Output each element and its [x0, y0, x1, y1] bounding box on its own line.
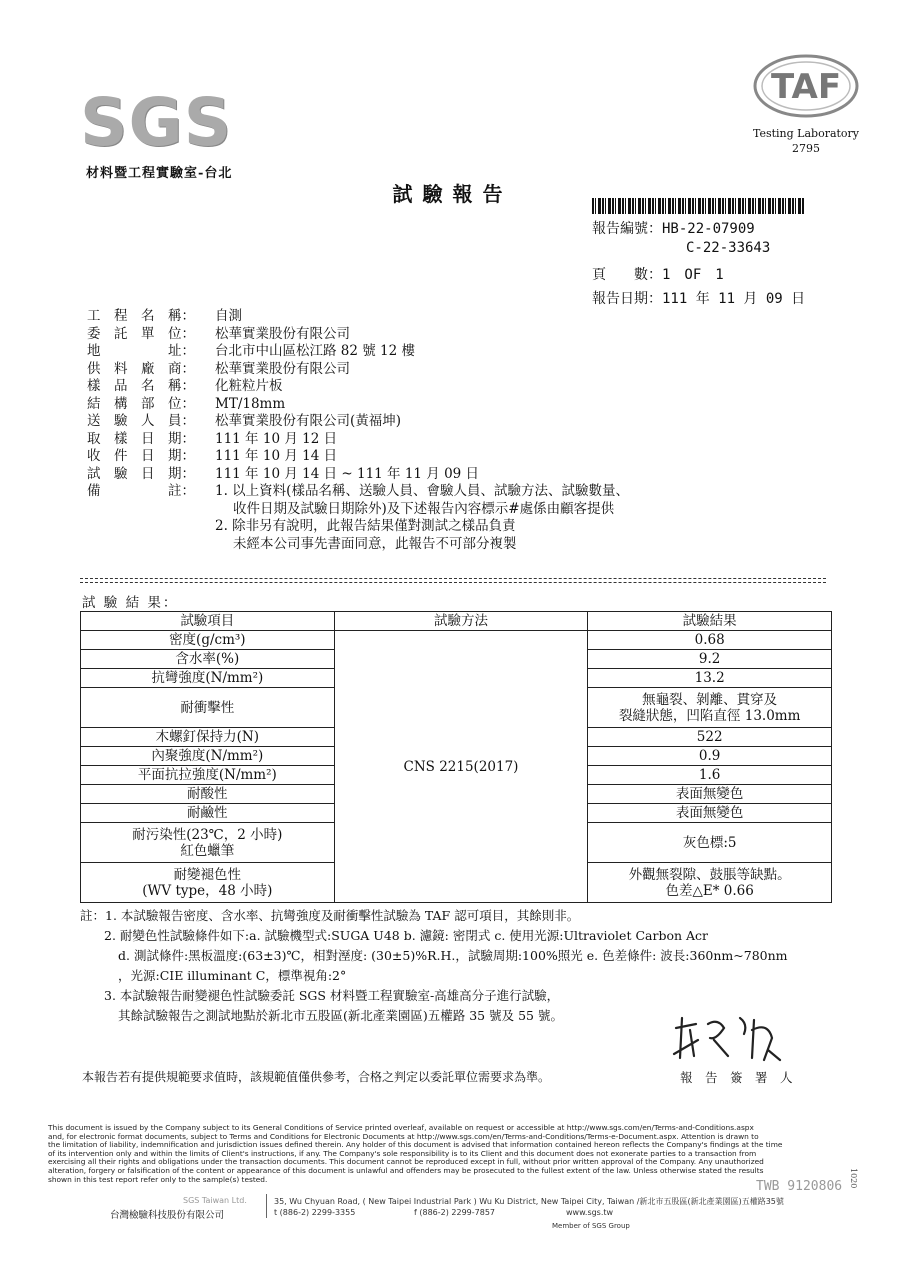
table-row: 耐污染性(23℃，2 小時) 紅色蠟筆 灰色標:5	[81, 823, 832, 863]
info-row: 收 件 日 期： 111 年 10 月 14 日	[87, 448, 338, 464]
info-row: 取 樣 日 期： 111 年 10 月 12 日	[87, 430, 338, 447]
serial-number: TWB 9120806	[756, 1179, 843, 1194]
table-row: 平面抗拉強度(N/mm²) 1.6	[81, 766, 832, 785]
sgs-logo: SGS	[80, 84, 233, 161]
footer-divider	[266, 1194, 267, 1218]
footer-tel: t (886-2) 2299-3355	[274, 1208, 356, 1217]
info-row: 樣 品 名 稱： 化粧粒片板	[87, 378, 283, 394]
info-row: 工 程 名 稱： 自測	[87, 308, 242, 324]
remarks: 備 註： 1. 以上資料(樣品名稱、送驗人員、會驗人員、試驗方法、試驗數量、	[87, 483, 629, 499]
taf-logo	[752, 52, 860, 122]
report-number: 報告編號：HB-22-07909	[592, 221, 755, 237]
table-header: 試驗項目 試驗方法 試驗結果	[81, 612, 832, 631]
table-row: 內聚強度(N/mm²) 0.9	[81, 747, 832, 766]
footer-company-en: SGS Taiwan Ltd.	[183, 1196, 247, 1205]
info-row: 委 託 單 位： 松華實業股份有限公司	[87, 325, 350, 342]
info-row: 結 構 部 位： MT/18mm	[87, 395, 286, 412]
results-heading: 試 驗 結 果：	[82, 595, 179, 611]
footer-fax: f (886-2) 2299-7857	[414, 1208, 495, 1217]
footer-company-zh: 台灣檢驗科技股份有限公司	[110, 1210, 225, 1221]
side-number: 1020	[849, 1168, 858, 1189]
signatory-label: 報 告 簽 署 人	[680, 1070, 793, 1085]
lab-name: 材料暨工程實驗室-台北	[86, 166, 233, 181]
report-date: 報告日期：111 年 11 月 09 日	[592, 291, 806, 307]
taf-logo-text: TAF	[770, 67, 842, 107]
table-row: 耐酸性 表面無變色	[81, 785, 832, 804]
footer-member: Member of SGS Group	[552, 1222, 630, 1230]
table-row: 耐鹼性 表面無變色	[81, 804, 832, 823]
footer-address: 35, Wu Chyuan Road, ( New Taipei Industrial Park ) Wu Ku District, New Taipei City, Taiwan /新北市五股區(新北產業園區)五權路35號	[274, 1197, 784, 1206]
report-title: 試驗報告	[392, 182, 513, 206]
disclaimer: 本報告若有提供規範要求值時，該規範值僅供參考，合格之判定以委託單位需要求為準。	[82, 1070, 551, 1084]
page-count: 頁 數：1 OF 1	[592, 267, 724, 283]
taf-lab-label: Testing Laboratory 2795	[752, 127, 860, 155]
info-row: 地 址： 台北市中山區松江路 82 號 12 樓	[87, 343, 416, 359]
signature	[668, 1010, 788, 1066]
table-row: 抗彎強度(N/mm²) 13.2	[81, 669, 832, 688]
info-row: 送 驗 人 員： 松華實業股份有限公司(黃福坤)	[87, 413, 402, 429]
table-row: 密度(g/cm³) CNS 2215(2017) 0.68	[81, 631, 832, 650]
results-table	[80, 611, 832, 903]
notes: 註：1. 本試驗報告密度、含水率、抗彎強度及耐衝擊性試驗為 TAF 認可項目，其餘則非。 2. 耐變色性試驗條件如下:a. 試驗機型式:SUGA U48 b. 濾鏡: 密閉式 c. 使用光源:Ultraviolet Carbon Acr d. 測試條件:黑板溫度:(63±3)℃，相對溼度: (30±5)%R.H.，試驗周期:100%照光 e. 色差條件: 波長:360nm~780nm ，光源:CIE illuminant C，標準視角:2° 3. 本試驗報告耐變褪色性試驗委託 SGS 材料暨工程實驗室-高雄高分子進行試驗， 其餘試驗報告之測試地點於新北市五股區(新北產業園區)五權路 35 號及 55 號。	[80, 908, 788, 1023]
test-method: CNS 2215(2017)	[334, 631, 588, 903]
table-row: 耐衝擊性 無龜裂、剝離、貫穿及 裂縫狀態，凹陷直徑 13.0mm	[81, 688, 832, 728]
table-row: 木螺釘保持力(N) 522	[81, 728, 832, 747]
table-row: 含水率(%) 9.2	[81, 650, 832, 669]
divider	[80, 578, 826, 583]
info-block: 工 程 名 稱： 自測 委 託 單 位： 松華實業股份有限公司 地 址： 台北市中山區松江路 82 號 12 樓 供 料 廠 商： 松華實業股份有限公司 樣 品 名 稱： 化粧粒片板 結 構 部 位： MT/18mm 送 驗 人 員： 松華實業股份有限公司(黃福坤) 取 樣 日 期： 111 年 10 月 12 日 收 件 日 期： 111 年 10 月 14 日 試 驗 日 期： 111 年 10 月 14 日 ~ 111 年 11 月 09 日 備 註： 1. 以上資料(樣品名稱、送驗人員、會驗人員、試驗方法、試驗數量、 收件日期及試驗日期除外)及下述報告內容標示#處係由顧客提供 2. 除非另有說明，此報告結果僅對測試之樣品負責 未經本公司事先書面同意，此報告不可部分複製	[87, 308, 629, 552]
footer-web: www.sgs.tw	[566, 1208, 614, 1217]
info-row: 供 料 廠 商： 松華實業股份有限公司	[87, 360, 350, 377]
report-number-2: C-22-33643	[686, 240, 771, 256]
table-row: 耐變褪色性 (WV type，48 小時) 外觀無裂隙、鼓脹等缺點。 色差△E* 0.66	[81, 863, 832, 903]
info-row: 試 驗 日 期： 111 年 10 月 14 日 ~ 111 年 11 月 09 日	[87, 465, 480, 482]
legal-fine-print: This document is issued by the Company subject to its General Conditions of Service printed overleaf, available on request or accessible at http://www.sgs.com/en/Terms-and-Conditions.aspx and, for electronic format documents, subject to Terms and Conditions for Electronic Documents at http://www.sgs.com/en/Terms-and-Conditions/Terms-e-Document.aspx. Attention is drawn to the limitation of liability, indemnification and jurisdiction issues defined therein. Any holder of this document is advised that information contained hereon reflects the Company's findings at the time of its intervention only and within the limits of Client's instructions, if any. The Company's sole responsibility is to its Client and this document does not exonerate parties to a transaction from exercising all their rights and obligations under the transaction documents. This document cannot be reproduced except in full, without prior written approval of the Company. Any unauthorized alteration, forgery or falsification of the content or appearance of this document is unlawful and offenders may be prosecuted to the fullest extent of the law. Unless otherwise stated the results shown in this test report refer only to the sample(s) tested.	[48, 1123, 783, 1184]
barcode	[592, 198, 804, 214]
